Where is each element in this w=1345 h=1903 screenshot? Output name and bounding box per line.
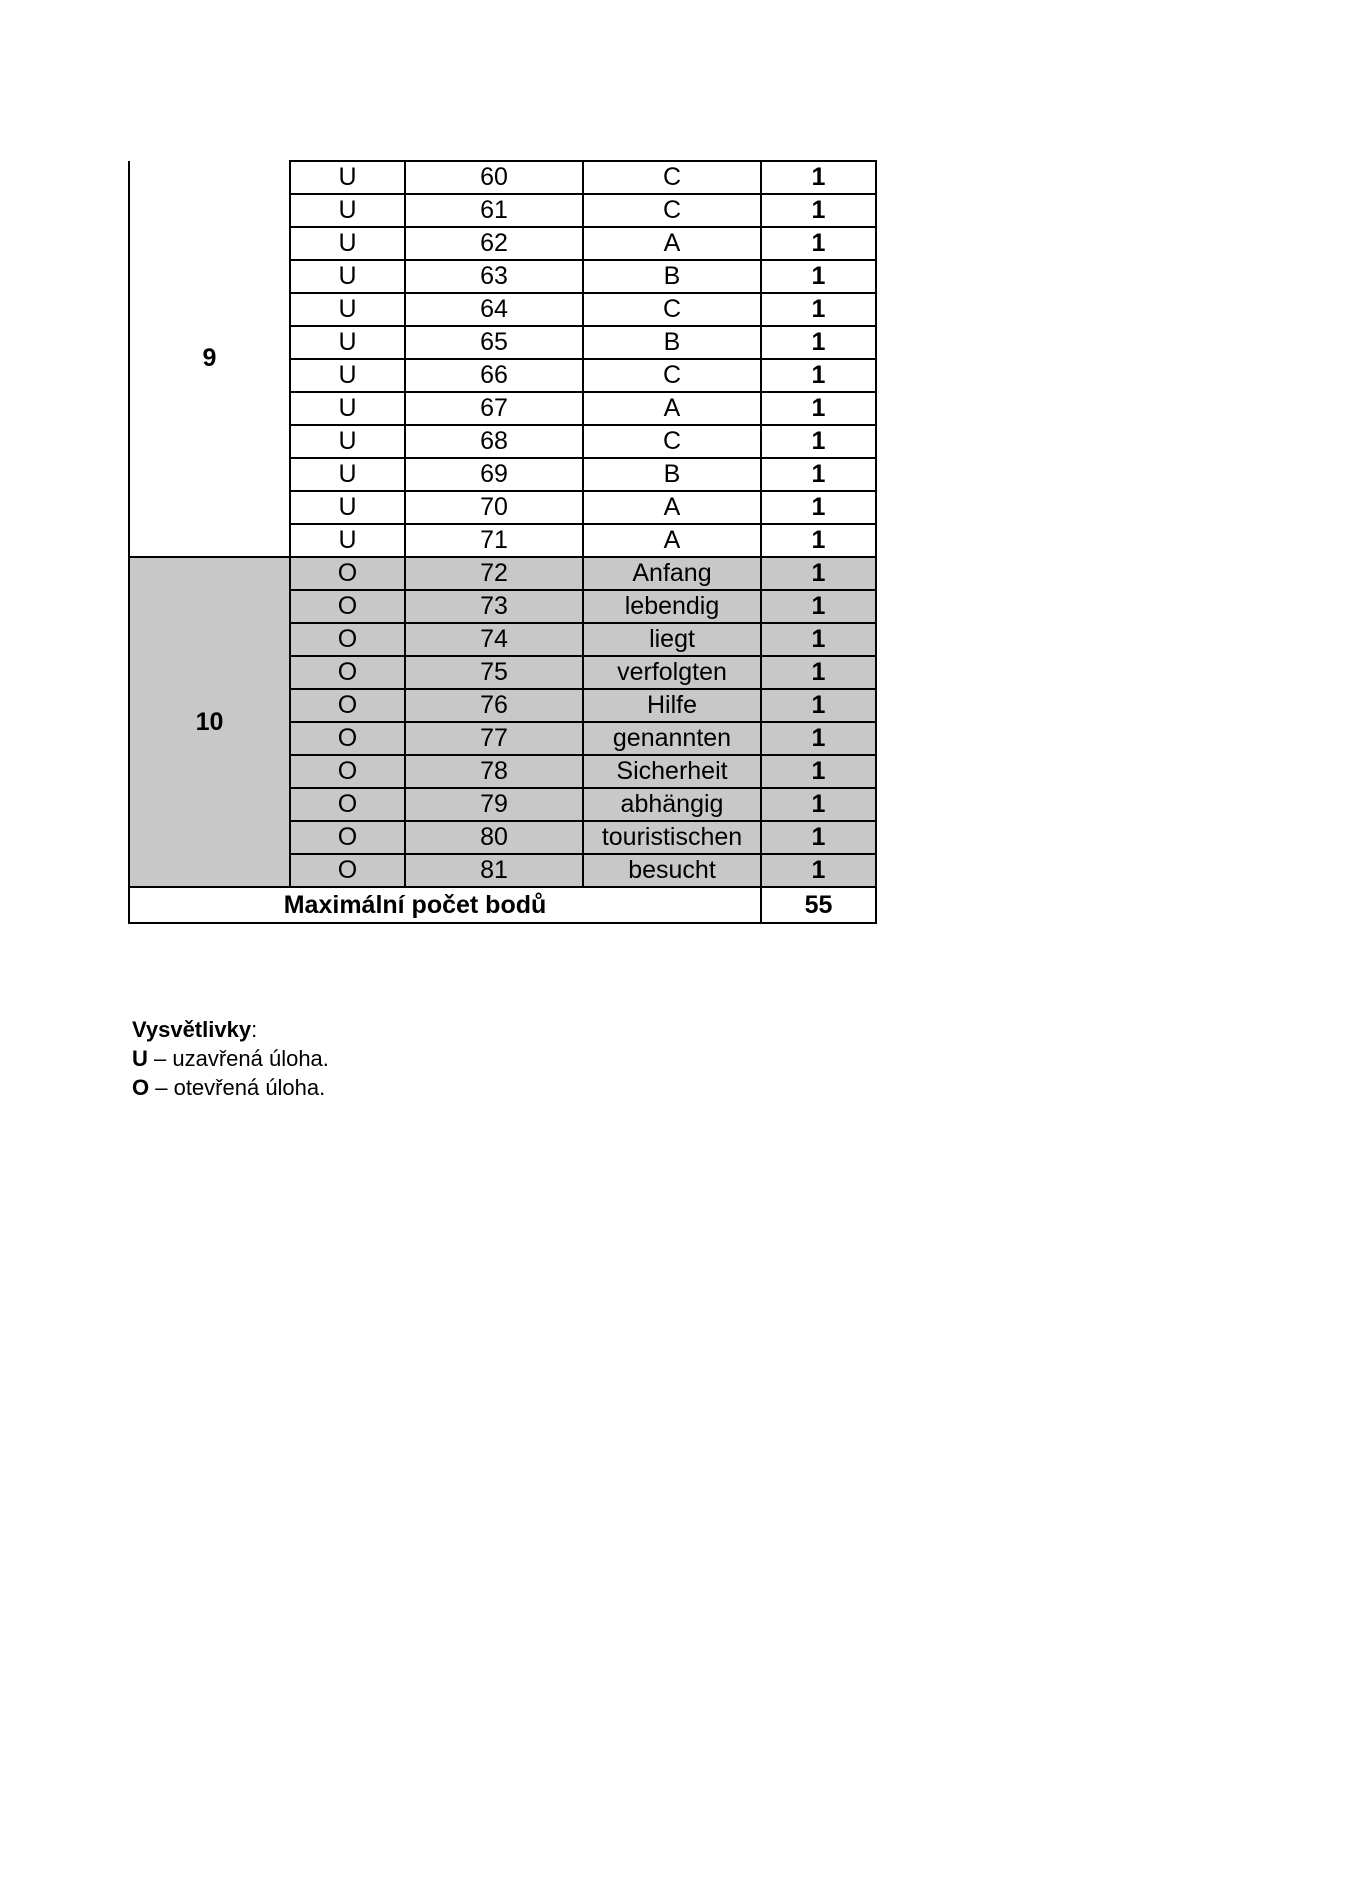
- task-type-cell: U: [290, 260, 405, 293]
- task-type-cell: U: [290, 491, 405, 524]
- task-number-cell: 74: [405, 623, 583, 656]
- answer-cell: A: [583, 392, 761, 425]
- answer-cell: abhängig: [583, 788, 761, 821]
- points-cell: 1: [761, 458, 876, 491]
- points-cell: 1: [761, 623, 876, 656]
- task-number-cell: 73: [405, 590, 583, 623]
- task-number-cell: 72: [405, 557, 583, 590]
- task-type-cell: O: [290, 854, 405, 887]
- task-number-cell: 69: [405, 458, 583, 491]
- legend-item-u: [132, 1044, 329, 1073]
- task-type-cell: U: [290, 392, 405, 425]
- task-number-cell: 79: [405, 788, 583, 821]
- task-number-cell: 60: [405, 161, 583, 194]
- points-cell: 1: [761, 854, 876, 887]
- task-number-cell: 80: [405, 821, 583, 854]
- task-type-cell: O: [290, 788, 405, 821]
- task-type-cell: U: [290, 359, 405, 392]
- task-type-cell: U: [290, 293, 405, 326]
- task-number-cell: 66: [405, 359, 583, 392]
- points-cell: 1: [761, 359, 876, 392]
- answer-cell: A: [583, 227, 761, 260]
- answer-cell: Sicherheit: [583, 755, 761, 788]
- task-number-cell: 81: [405, 854, 583, 887]
- task-type-cell: O: [290, 590, 405, 623]
- answer-cell: liegt: [583, 623, 761, 656]
- answer-cell: C: [583, 359, 761, 392]
- answer-cell: B: [583, 326, 761, 359]
- answer-cell: B: [583, 260, 761, 293]
- task-number-cell: 77: [405, 722, 583, 755]
- points-cell: 1: [761, 689, 876, 722]
- points-cell: 1: [761, 656, 876, 689]
- answer-cell: genannten: [583, 722, 761, 755]
- answer-cell: touristischen: [583, 821, 761, 854]
- task-type-cell: O: [290, 656, 405, 689]
- task-number-cell: 64: [405, 293, 583, 326]
- answer-cell: besucht: [583, 854, 761, 887]
- answer-cell: Anfang: [583, 557, 761, 590]
- legend-item-o: [132, 1073, 329, 1102]
- answer-cell: C: [583, 194, 761, 227]
- points-cell: 1: [761, 821, 876, 854]
- section-number-cell: 10: [129, 557, 290, 887]
- task-number-cell: 61: [405, 194, 583, 227]
- points-cell: 1: [761, 722, 876, 755]
- task-type-cell: U: [290, 524, 405, 557]
- points-cell: 1: [761, 293, 876, 326]
- task-type-cell: U: [290, 425, 405, 458]
- task-type-cell: O: [290, 557, 405, 590]
- points-cell: 1: [761, 260, 876, 293]
- points-cell: 1: [761, 590, 876, 623]
- answer-cell: lebendig: [583, 590, 761, 623]
- points-cell: 1: [761, 161, 876, 194]
- task-number-cell: 76: [405, 689, 583, 722]
- total-label: Maximální počet bodů: [129, 887, 761, 923]
- legend-title-line: [132, 1015, 329, 1044]
- points-cell: 1: [761, 227, 876, 260]
- task-type-cell: U: [290, 161, 405, 194]
- task-number-cell: 67: [405, 392, 583, 425]
- table-row: [129, 557, 876, 590]
- legend-text: – otevřená úloha.: [149, 1075, 326, 1100]
- task-type-cell: O: [290, 623, 405, 656]
- points-cell: 1: [761, 326, 876, 359]
- table-row: [129, 161, 876, 194]
- section-number-cell: 9: [129, 161, 290, 557]
- points-cell: 1: [761, 755, 876, 788]
- answer-cell: Hilfe: [583, 689, 761, 722]
- task-number-cell: 68: [405, 425, 583, 458]
- task-type-cell: U: [290, 326, 405, 359]
- legend-title-colon: :: [251, 1017, 258, 1042]
- legend-title: Vysvětlivky: [132, 1017, 252, 1042]
- answer-key-table: [128, 160, 877, 924]
- task-number-cell: 62: [405, 227, 583, 260]
- answer-cell: C: [583, 293, 761, 326]
- points-cell: 1: [761, 194, 876, 227]
- legend-key: O: [132, 1075, 150, 1100]
- answer-cell: A: [583, 524, 761, 557]
- task-type-cell: O: [290, 722, 405, 755]
- task-type-cell: U: [290, 227, 405, 260]
- task-type-cell: O: [290, 755, 405, 788]
- legend: [132, 1015, 329, 1102]
- task-number-cell: 70: [405, 491, 583, 524]
- legend-key: U: [132, 1046, 148, 1071]
- task-number-cell: 71: [405, 524, 583, 557]
- task-type-cell: O: [290, 689, 405, 722]
- answer-cell: C: [583, 425, 761, 458]
- answer-cell: C: [583, 161, 761, 194]
- points-cell: 1: [761, 524, 876, 557]
- answer-cell: A: [583, 491, 761, 524]
- points-cell: 1: [761, 392, 876, 425]
- task-number-cell: 75: [405, 656, 583, 689]
- task-type-cell: U: [290, 194, 405, 227]
- total-row: [129, 887, 876, 923]
- task-type-cell: O: [290, 821, 405, 854]
- task-number-cell: 63: [405, 260, 583, 293]
- points-cell: 1: [761, 491, 876, 524]
- total-value: 55: [761, 887, 876, 923]
- points-cell: 1: [761, 425, 876, 458]
- points-cell: 1: [761, 788, 876, 821]
- answer-cell: verfolgten: [583, 656, 761, 689]
- answer-cell: B: [583, 458, 761, 491]
- points-cell: 1: [761, 557, 876, 590]
- task-number-cell: 78: [405, 755, 583, 788]
- task-number-cell: 65: [405, 326, 583, 359]
- task-type-cell: U: [290, 458, 405, 491]
- legend-text: – uzavřená úloha.: [147, 1046, 329, 1071]
